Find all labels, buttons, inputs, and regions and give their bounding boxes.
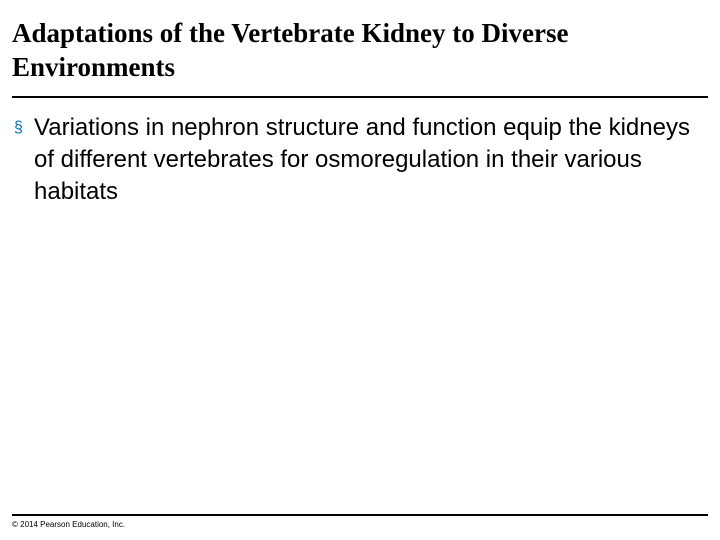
copyright-footer: © 2014 Pearson Education, Inc. xyxy=(12,520,126,529)
bullet-marker-icon: § xyxy=(14,119,23,136)
footer-divider xyxy=(12,514,708,516)
bullet-text: Variations in nephron structure and function equip the kidneys of different vertebrates for osmoregulation in their various habitats xyxy=(34,114,690,205)
bullet-item xyxy=(14,112,694,208)
slide-title: Adaptations of the Vertebrate Kidney to Diverse Environments xyxy=(12,18,569,82)
title-divider xyxy=(12,96,708,98)
bullet-list xyxy=(14,112,694,208)
